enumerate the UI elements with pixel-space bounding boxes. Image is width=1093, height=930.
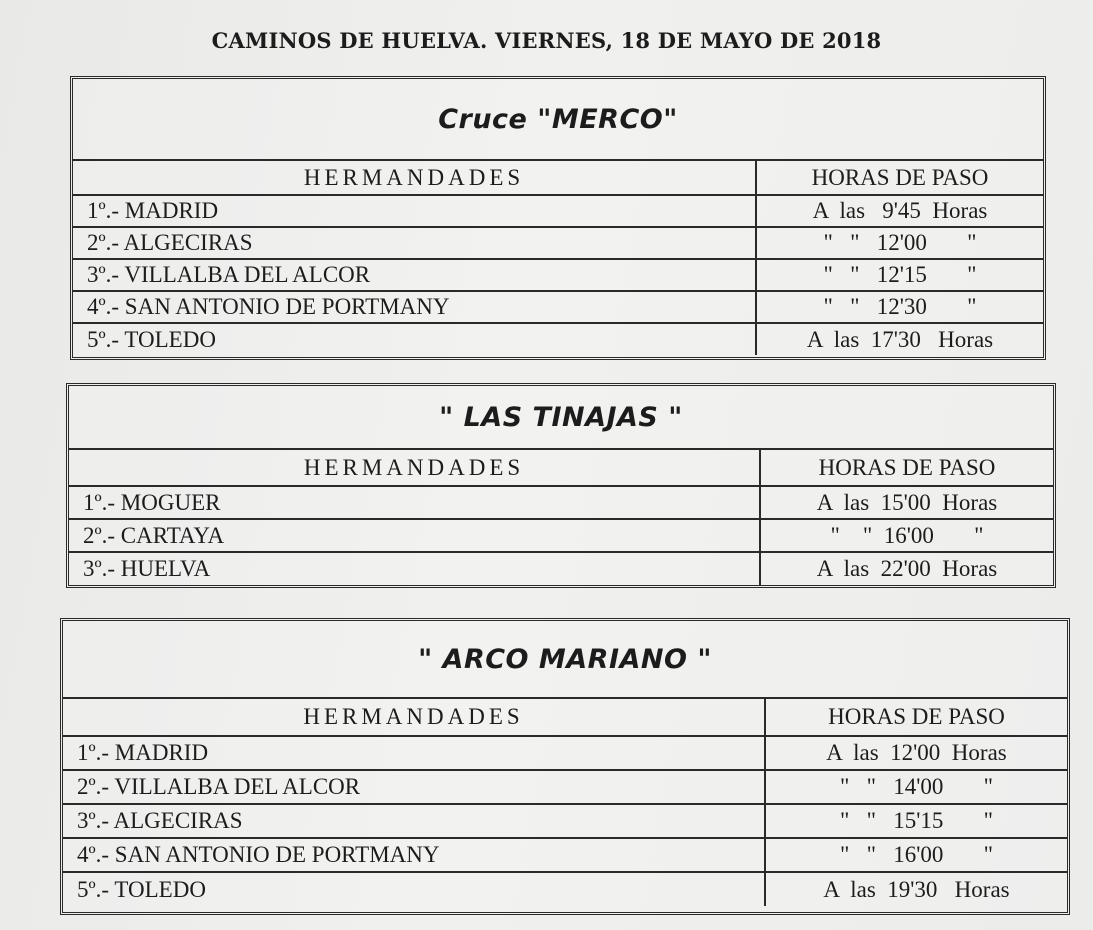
table-row bbox=[73, 291, 1043, 323]
hermandad-name: 2º.- CARTAYA bbox=[69, 519, 760, 552]
hermandad-name: 2º.- ALGECIRAS bbox=[73, 227, 756, 259]
hermandad-name: 4º.- SAN ANTONIO DE PORTMANY bbox=[73, 291, 756, 323]
pass-time: A las 9'45 Horas bbox=[756, 195, 1043, 227]
hermandad-name: 5º.- TOLEDO bbox=[73, 323, 756, 355]
pass-time: A las 17'30 Horas bbox=[756, 323, 1043, 355]
pass-time: A las 15'00 Horas bbox=[760, 486, 1053, 519]
table-row bbox=[63, 804, 1067, 838]
section-las-tinajas bbox=[66, 383, 1056, 588]
section-title: " LAS TINAJAS " bbox=[69, 386, 1053, 450]
hermandad-name: 3º.- HUELVA bbox=[69, 552, 760, 585]
table-row bbox=[73, 259, 1043, 291]
pass-time: " " 12'00 " bbox=[756, 227, 1043, 259]
table-row bbox=[73, 195, 1043, 227]
pass-time: " " 12'15 " bbox=[756, 259, 1043, 291]
pass-time: " " 14'00 " bbox=[765, 770, 1067, 804]
hermandad-name: 5º.- TOLEDO bbox=[63, 872, 765, 906]
hermandad-name: 3º.- ALGECIRAS bbox=[63, 804, 765, 838]
header-horas-de-paso: HORAS DE PASO bbox=[765, 699, 1067, 736]
table-header-row bbox=[73, 161, 1043, 195]
header-hermandades: HERMANDADES bbox=[69, 450, 760, 486]
table-row bbox=[73, 227, 1043, 259]
table-row bbox=[63, 736, 1067, 770]
pass-time: " " 16'00 " bbox=[765, 838, 1067, 872]
table-row bbox=[73, 323, 1043, 355]
pass-time: A las 22'00 Horas bbox=[760, 552, 1053, 585]
pass-time: A las 19'30 Horas bbox=[765, 872, 1067, 906]
schedule-table bbox=[63, 699, 1067, 906]
pass-time: " " 15'15 " bbox=[765, 804, 1067, 838]
hermandad-name: 1º.- MADRID bbox=[73, 195, 756, 227]
hermandad-name: 1º.- MADRID bbox=[63, 736, 765, 770]
table-row bbox=[63, 872, 1067, 906]
pass-time: " " 12'30 " bbox=[756, 291, 1043, 323]
hermandad-name: 2º.- VILLALBA DEL ALCOR bbox=[63, 770, 765, 804]
schedule-table bbox=[69, 450, 1053, 585]
table-row bbox=[69, 552, 1053, 585]
hermandad-name: 1º.- MOGUER bbox=[69, 486, 760, 519]
header-horas-de-paso: HORAS DE PASO bbox=[756, 161, 1043, 195]
section-title: Cruce "MERCO" bbox=[73, 79, 1043, 161]
table-row bbox=[63, 770, 1067, 804]
section-title: " ARCO MARIANO " bbox=[63, 621, 1067, 699]
section-arco-mariano bbox=[60, 618, 1070, 915]
pass-time: A las 12'00 Horas bbox=[765, 736, 1067, 770]
hermandad-name: 3º.- VILLALBA DEL ALCOR bbox=[73, 259, 756, 291]
header-hermandades: HERMANDADES bbox=[73, 161, 756, 195]
table-header-row bbox=[69, 450, 1053, 486]
table-row bbox=[69, 486, 1053, 519]
page-title: CAMINOS DE HUELVA. VIERNES, 18 DE MAYO DE 2018 bbox=[211, 28, 882, 53]
header-hermandades: HERMANDADES bbox=[63, 699, 765, 736]
section-cruce-merco bbox=[70, 76, 1046, 360]
hermandad-name: 4º.- SAN ANTONIO DE PORTMANY bbox=[63, 838, 765, 872]
schedule-table bbox=[73, 161, 1043, 355]
table-row bbox=[69, 519, 1053, 552]
pass-time: " " 16'00 " bbox=[760, 519, 1053, 552]
table-header-row bbox=[63, 699, 1067, 736]
header-horas-de-paso: HORAS DE PASO bbox=[760, 450, 1053, 486]
table-row bbox=[63, 838, 1067, 872]
